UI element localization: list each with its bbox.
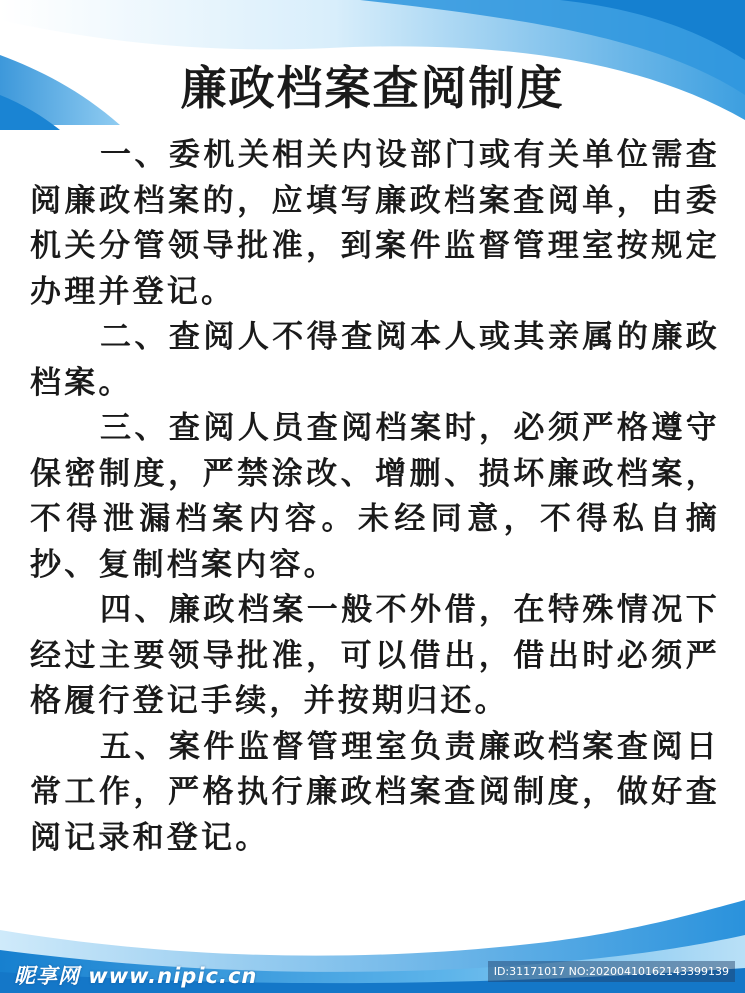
regulation-item-1: 一、委机关相关内设部门或有关单位需查阅廉政档案的，应填写廉政档案查阅单，由委机关分管领导批准，到案件监督管理室按规定办理并登记。 (30, 137, 720, 310)
page-title: 廉政档案查阅制度 (180, 61, 565, 115)
regulation-item-4: 四、廉政档案一般不外借，在特殊情况下经过主要领导批准，可以借出，借出时必须严格履行登记手续，并按期归还。 (30, 592, 720, 719)
regulation-body (30, 133, 720, 861)
watermark-logo: 昵享网 www.nipic.cn (14, 964, 258, 988)
regulation-item-5: 五、案件监督管理室负责廉政档案查阅日常工作，严格执行廉政档案查阅制度，做好查阅记录和登记。 (30, 728, 720, 856)
watermark-id: ID:31171017 NO:20200410162143399139 (488, 961, 735, 982)
regulation-item-2: 二、查阅人不得查阅本人或其亲属的廉政档案。 (30, 319, 720, 401)
regulation-item-3: 三、查阅人员查阅档案时，必须严格遵守保密制度，严禁涂改、增删、损坏廉政档案，不得泄漏档案内容。未经同意，不得私自摘抄、复制档案内容。 (30, 410, 720, 583)
